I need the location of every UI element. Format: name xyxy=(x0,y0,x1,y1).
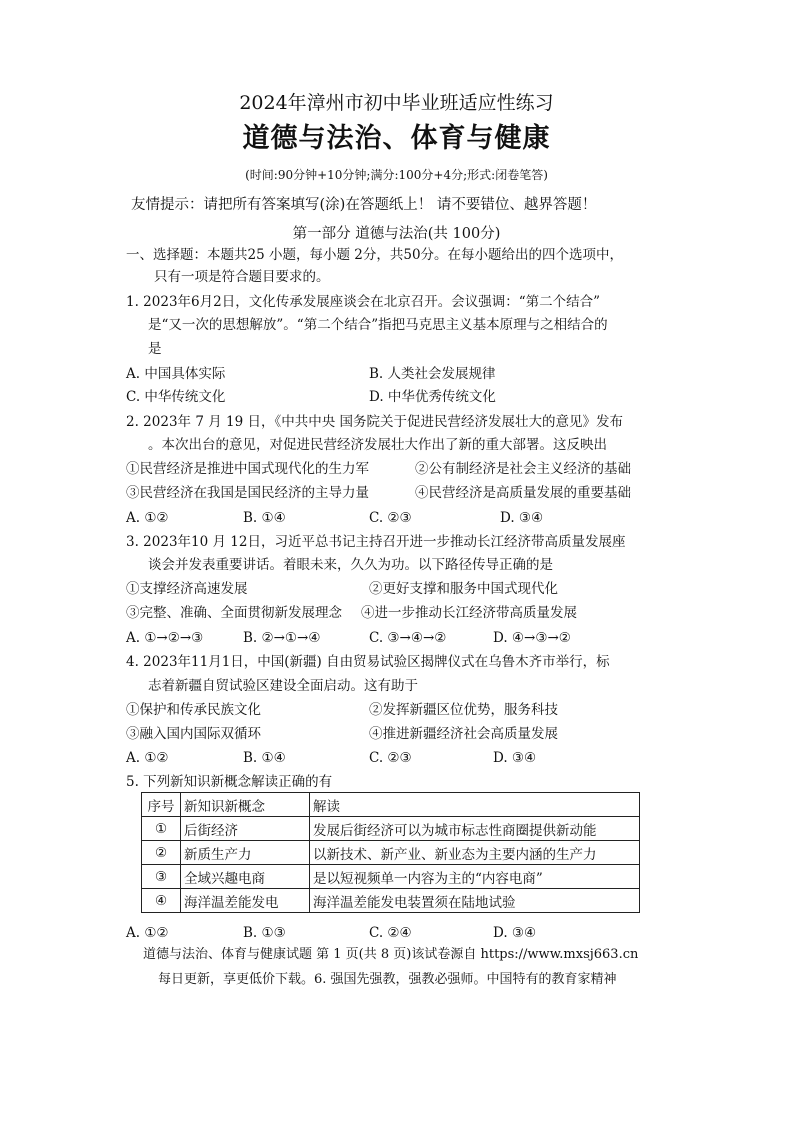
option-a: A. ①→②→③ xyxy=(126,630,204,646)
statement-item: ④推进新疆经济社会高质量发展 xyxy=(369,726,558,742)
question-1-stem: 是“又一次的思想解放”。“第二个结合”指把马克思主义基本原理与之相结合的 xyxy=(148,317,608,333)
statement-item: ③民营经济在我国是国民经济的主导力量 xyxy=(126,485,369,501)
table-header-row xyxy=(142,793,640,817)
option-d: D. ③④ xyxy=(493,925,537,941)
option-c: C. ②③ xyxy=(369,510,412,526)
table-cell: 以新技术、新产业、新业态为主要内涵的生产力 xyxy=(310,841,640,865)
statement-item: ③融入国内国际双循环 xyxy=(126,726,261,742)
option-b: B. ②→①→④ xyxy=(243,630,321,646)
option-a: A. ①② xyxy=(126,510,169,526)
table-cell: 发展后街经济可以为城市标志性商圈提供新动能 xyxy=(310,817,640,841)
table-cell: 全域兴趣电商 xyxy=(181,865,310,889)
table-cell: ③ xyxy=(142,865,181,889)
statement-item: ①支撑经济高速发展 xyxy=(126,581,248,597)
part-one-title: 第一部分 道德与法治(共 100分) xyxy=(292,226,501,242)
table-row xyxy=(142,817,640,841)
question-1-stem: 是 xyxy=(148,341,162,357)
statement-item: ②公有制经济是社会主义经济的基础 xyxy=(415,461,631,477)
table-cell: 新质生产力 xyxy=(181,841,310,865)
page-footer: 道德与法治、体育与健康试题 第 1 页(共 8 页)该试卷源自 https://www.mxsj663.cn xyxy=(143,947,639,962)
table-cell: 海洋温差能发电 xyxy=(181,889,310,913)
option-a: A. ①② xyxy=(126,925,169,941)
statement-item: ③完整、准确、全面贯彻新发展理念 xyxy=(126,605,342,621)
option-c: C. ②④ xyxy=(369,925,412,941)
exam-info: (时间:90分钟+10分钟;满分:100分+4分;形式:闭卷笔答) xyxy=(245,168,548,182)
question-3-stem: 谈会并发表重要讲话。着眼未来，久久为功。以下路径传导正确的是 xyxy=(148,557,553,573)
table-header-cell: 解读 xyxy=(310,793,640,817)
table-row xyxy=(142,865,640,889)
section-instruction-line: 只有一项是符合题目要求的。 xyxy=(154,269,330,285)
option-c: C. 中华传统文化 xyxy=(126,389,226,405)
question-1-stem: 1. 2023年6月2日，文化传承发展座谈会在北京召开。会议强调：“第二个结合” xyxy=(126,294,601,310)
question-5-stem: 5. 下列新知识新概念解读正确的有 xyxy=(126,774,333,790)
table-cell: ① xyxy=(142,817,181,841)
statement-item: ②发挥新疆区位优势，服务科技 xyxy=(369,702,558,718)
statement-item: ①保护和传承民族文化 xyxy=(126,702,261,718)
option-b: B. ①④ xyxy=(243,750,286,766)
table-cell: 后街经济 xyxy=(181,817,310,841)
table-header-cell: 序号 xyxy=(142,793,181,817)
question-3-stem: 3. 2023年10 月 12日，习近平总书记主持召开进一步推动长江经济带高质量发展座 xyxy=(126,534,626,550)
statement-item: ④进一步推动长江经济带高质量发展 xyxy=(361,605,577,621)
question-4-stem: 4. 2023年11月1日，中国(新疆) 自由贸易试验区揭牌仪式在乌鲁木齐市举行，标 xyxy=(126,654,610,670)
section-instruction-line: 一、选择题：本题共25 小题，每小题 2分，共50分。在每小题给出的四个选项中， xyxy=(126,247,624,263)
table-cell: 海洋温差能发电装置须在陆地试验 xyxy=(310,889,640,913)
statement-item: ④民营经济是高质量发展的重要基础 xyxy=(415,485,631,501)
option-d: D. ③④ xyxy=(493,750,537,766)
table-cell: ② xyxy=(142,841,181,865)
option-d: D. ④→③→② xyxy=(493,630,571,646)
table-row xyxy=(142,841,640,865)
exam-title: 2024年漳州市初中毕业班适应性练习 xyxy=(239,92,554,114)
option-c: C. ②③ xyxy=(369,750,412,766)
page-footer-continued: 每日更新，享更低价下载。6. 强国先强教，强教必强师。中国特有的教育家精神 xyxy=(158,972,617,987)
exam-subject-title: 道德与法治、体育与健康 xyxy=(242,123,551,154)
option-b: B. ①④ xyxy=(243,510,286,526)
friendly-tip: 友情提示：请把所有答案填写(涂)在答题纸上！ 请不要错位、越界答题！ xyxy=(131,197,597,213)
option-b: B. ①③ xyxy=(243,925,286,941)
statement-item: ①民营经济是推进中国式现代化的生力军 xyxy=(126,461,369,477)
table-header-cell: 新知识新概念 xyxy=(181,793,310,817)
option-d: D. ③④ xyxy=(500,510,544,526)
question-2-stem: 。本次出台的意见，对促进民营经济发展壮大作出了新的重大部署。这反映出 xyxy=(148,437,607,453)
statement-item: ②更好支撑和服务中国式现代化 xyxy=(369,581,558,597)
option-a: A. 中国具体实际 xyxy=(126,366,226,382)
concept-table xyxy=(141,792,640,913)
option-c: C. ③→④→② xyxy=(369,630,447,646)
table-row xyxy=(142,889,640,913)
option-b: B. 人类社会发展规律 xyxy=(369,366,496,382)
question-2-stem: 2. 2023年 7 月 19 日，《中共中央 国务院关于促进民营经济发展壮大的意见》发布 xyxy=(126,414,624,430)
option-d: D. 中华优秀传统文化 xyxy=(369,389,496,405)
table-cell: 是以短视频单一内容为主的“内容电商” xyxy=(310,865,640,889)
option-a: A. ①② xyxy=(126,750,169,766)
question-4-stem: 志着新疆自贸试验区建设全面启动。这有助于 xyxy=(148,678,418,694)
table-cell: ④ xyxy=(142,889,181,913)
